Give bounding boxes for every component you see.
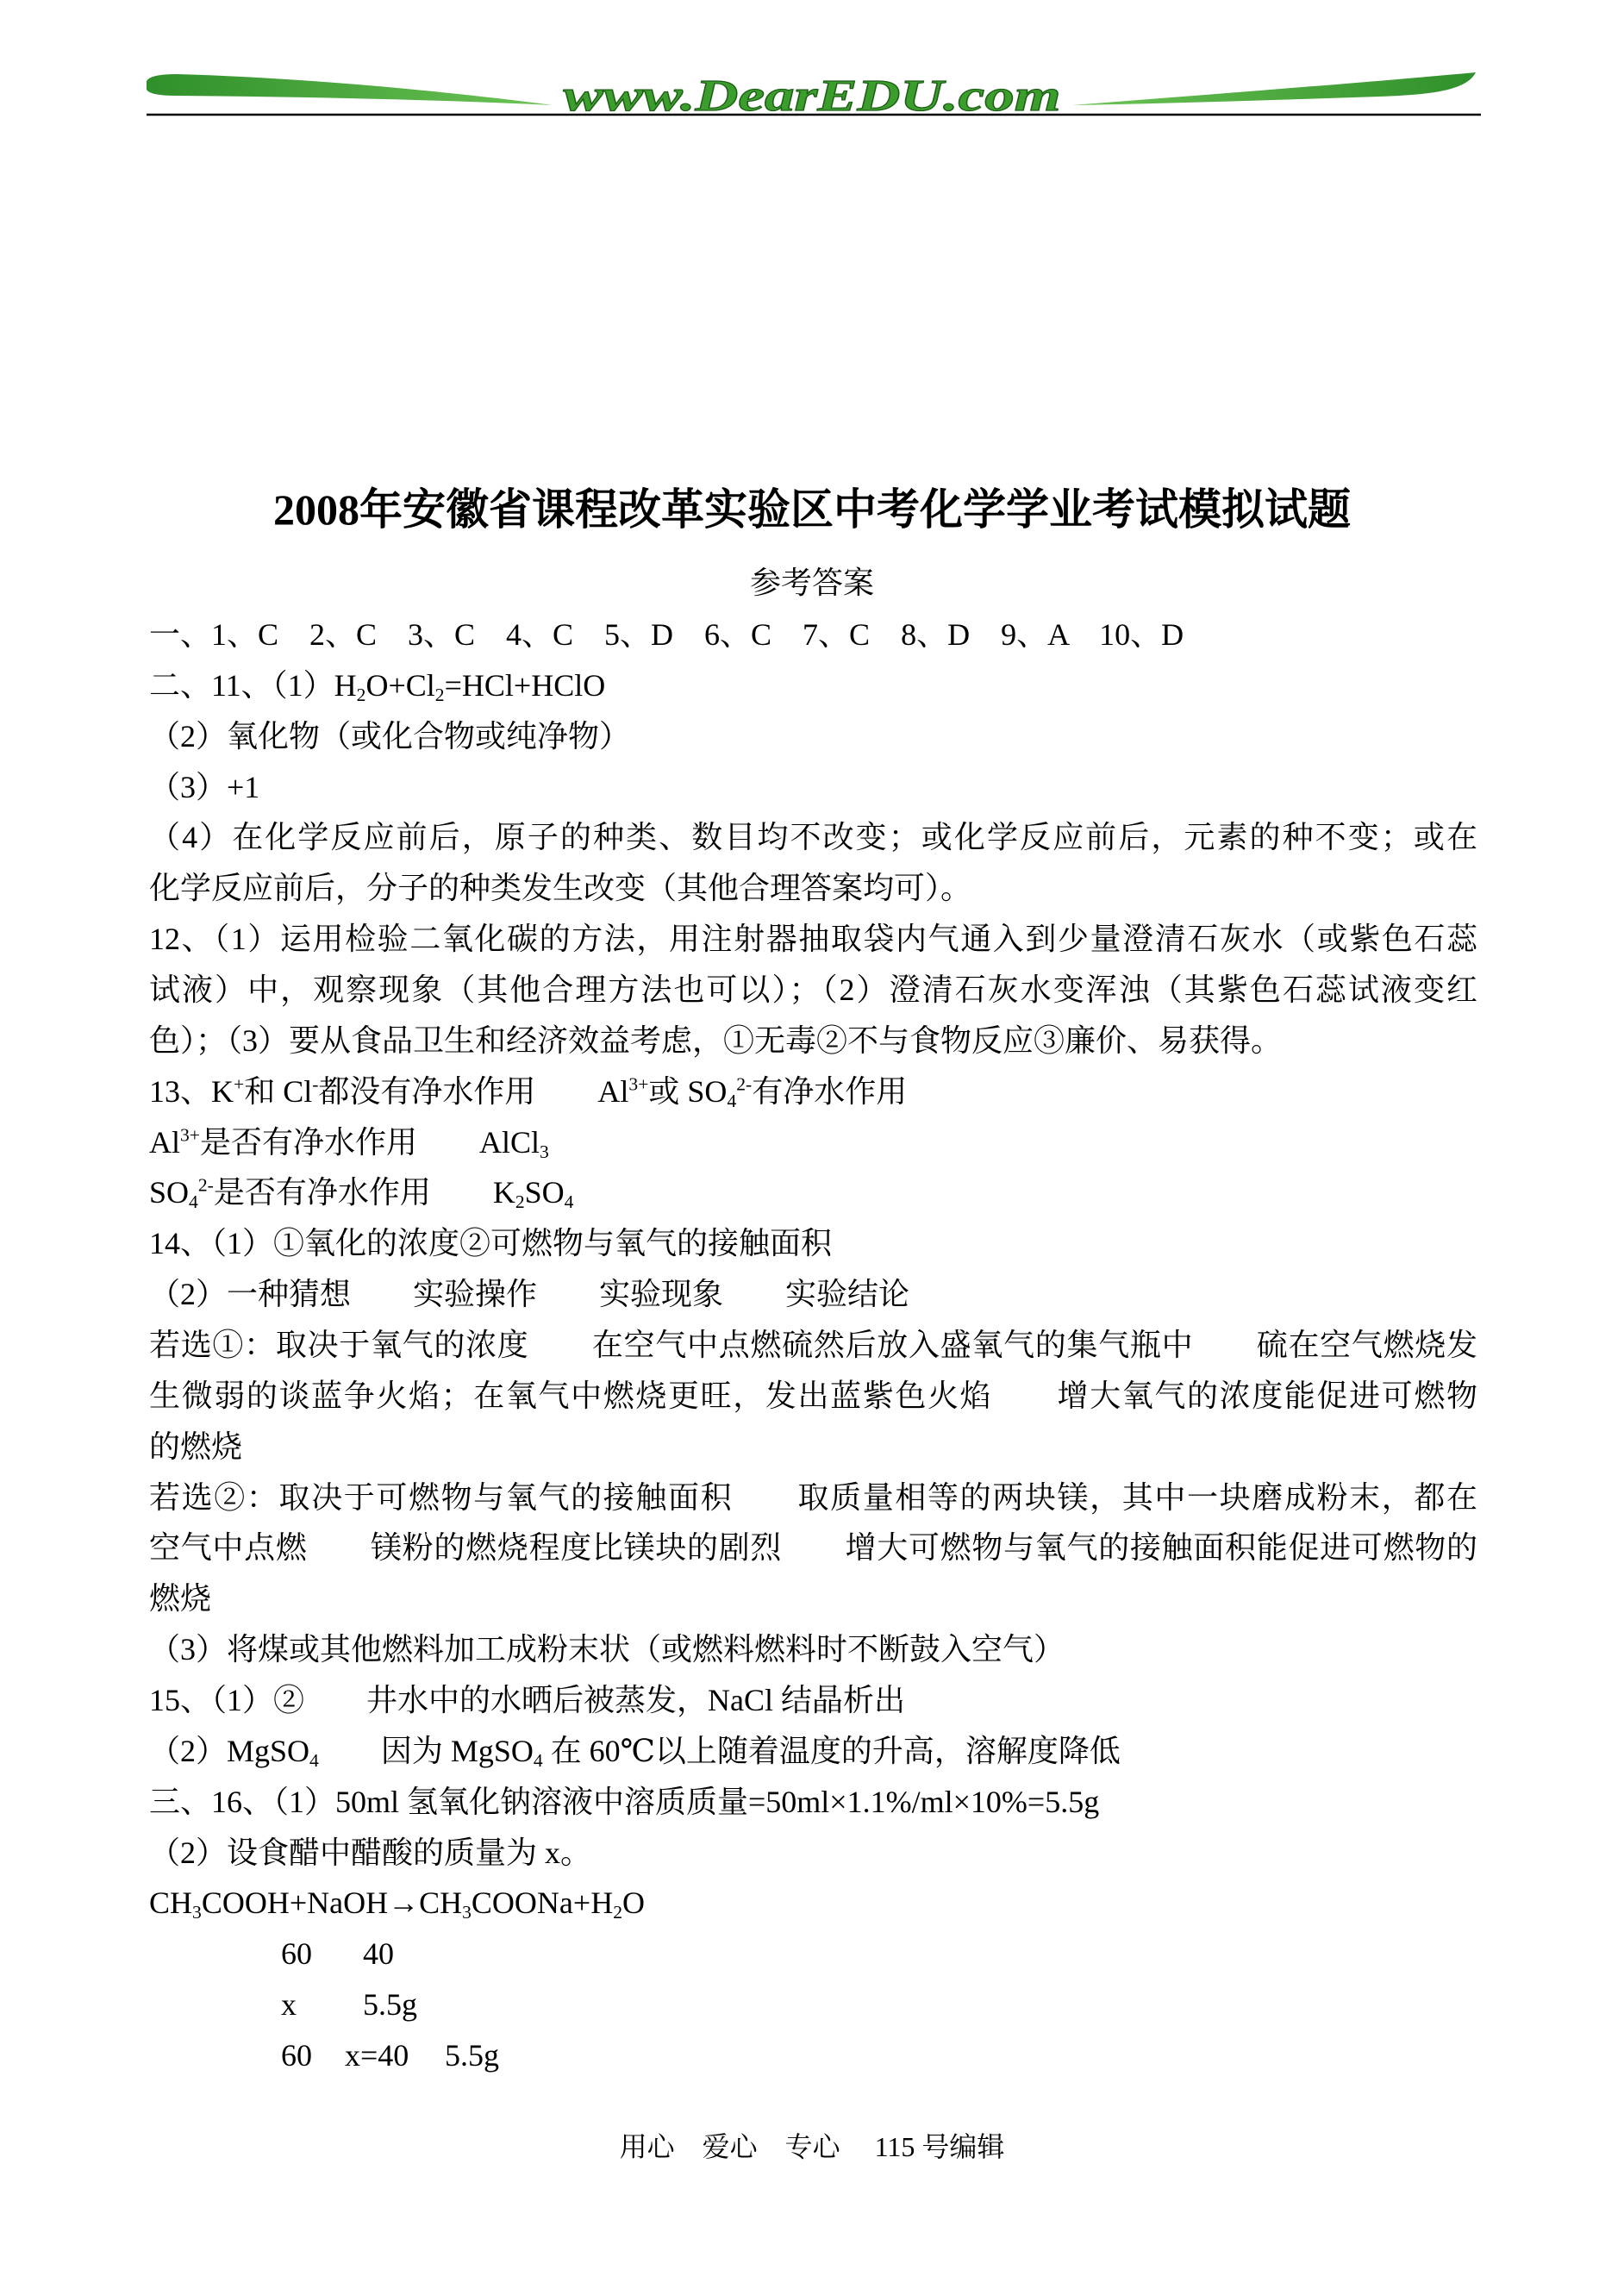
calculation-block <box>149 1929 1477 2081</box>
text-run: （2）MgSO <box>149 1733 310 1768</box>
text-run: O+Cl <box>365 667 435 703</box>
text-line <box>149 762 1477 813</box>
text-line <box>149 1573 1477 1624</box>
text-line <box>149 1726 1477 1777</box>
text-line <box>149 711 1477 762</box>
subscript: 3 <box>462 1902 472 1923</box>
swoosh-left <box>147 74 553 105</box>
calc-cell: x=40 <box>345 2038 409 2073</box>
answer-text <box>149 610 1477 1929</box>
text-run: COOH+NaOH→CH <box>201 1885 463 1921</box>
calc-row <box>149 1979 1477 2030</box>
text-run: （2）设食醋中醋酸的质量为 x。 <box>149 1835 592 1870</box>
text-line <box>149 1117 1477 1168</box>
text-run: 有净水作用 <box>752 1073 908 1109</box>
subscript: 4 <box>564 1191 574 1213</box>
subscript: 4 <box>727 1090 737 1111</box>
text-run: 空气中点燃 镁粉的燃烧程度比镁块的剧烈 增大可燃物与氧气的接触面积能促进可燃物的 <box>149 1530 1477 1566</box>
text-line <box>149 1624 1477 1675</box>
text-line <box>149 1473 1477 1523</box>
text-run: 13、K <box>149 1073 234 1109</box>
subscript: 4 <box>309 1749 319 1771</box>
text-line <box>149 1422 1477 1473</box>
text-line <box>149 1675 1477 1726</box>
text-run: Al <box>149 1124 180 1160</box>
text-run: 若选①：取决于氧气的浓度 在空气中点燃硫然后放入盛氧气的集气瓶中 硫在空气燃烧发 <box>149 1328 1477 1363</box>
text-line <box>149 1878 1477 1929</box>
superscript: 2- <box>736 1073 753 1095</box>
subscript: 2 <box>434 684 445 705</box>
document-title: 2008年安徽省课程改革实验区中考化学学业考试模拟试题 <box>273 485 1351 534</box>
text-line <box>149 1777 1477 1828</box>
text-run: 试液）中，观察现象（其他合理方法也可以）；（2）澄清石灰水变浑浊（其紫色石蕊试液变红 <box>149 972 1477 1008</box>
text-line <box>149 1523 1477 1573</box>
text-run: 燃烧 <box>149 1581 212 1617</box>
text-line <box>149 1371 1477 1422</box>
text-run: （3）+1 <box>149 769 260 804</box>
text-run: =HCl+HClO <box>444 667 606 703</box>
superscript: 3+ <box>628 1073 649 1095</box>
page-footer: 用心 爱心 专心 115 号编辑 <box>619 2131 1005 2162</box>
calc-row <box>149 1929 1477 1979</box>
subscript: 4 <box>189 1191 198 1213</box>
answer-body <box>149 610 1477 2081</box>
text-run: 在 60℃以上随着温度的升高，溶解度降低 <box>542 1733 1121 1768</box>
superscript: - <box>312 1073 319 1095</box>
text-run: 是否有净水作用 AlCl <box>199 1124 540 1160</box>
site-header <box>0 0 1624 138</box>
text-run: 三、16、（1）50ml 氢氧化钠溶液中溶质质量=50ml×1.1%/ml×10%=5.5g <box>149 1784 1100 1819</box>
text-line <box>149 1269 1477 1320</box>
subscript: 2 <box>356 684 366 705</box>
answer-key-heading: 参考答案 <box>749 566 874 600</box>
superscript: + <box>234 1073 245 1095</box>
text-line <box>149 1828 1477 1879</box>
text-line <box>149 914 1477 965</box>
text-line <box>149 1320 1477 1371</box>
text-run: （4）在化学反应前后，原子的种类、数目均不改变；或化学反应前后，元素的种不变；或在 <box>149 820 1477 855</box>
calc-cell: x <box>281 1987 297 2023</box>
text-run: 14、（1）①氧化的浓度②可燃物与氧气的接触面积 <box>149 1226 833 1261</box>
text-run: 二、11、（1）H <box>149 667 357 703</box>
text-run: 因为 MgSO <box>318 1733 534 1768</box>
text-line <box>149 1066 1477 1117</box>
text-run: 若选②：取决于可燃物与氧气的接触面积 取质量相等的两块镁，其中一块磨成粉末，都在 <box>149 1479 1477 1515</box>
text-run: 生微弱的谈蓝争火焰；在氧气中燃烧更旺，发出蓝紫色火焰 增大氧气的浓度能促进可燃物 <box>149 1378 1477 1413</box>
text-line <box>149 1218 1477 1269</box>
swoosh-right <box>1072 72 1476 105</box>
subscript: 3 <box>540 1141 549 1162</box>
text-run: SO <box>524 1175 565 1210</box>
text-run: 一、1、C 2、C 3、C 4、C 5、D 6、C 7、C 8、D 9、A 10、D <box>149 617 1184 652</box>
text-line <box>149 812 1477 863</box>
text-run: 色）；（3）要从食品卫生和经济效益考虑，①无毒②不与食物反应③廉价、易获得。 <box>149 1022 1283 1058</box>
calc-cell: 5.5g <box>445 2038 499 2073</box>
text-line <box>149 1167 1477 1218</box>
text-line <box>149 660 1477 711</box>
text-run: O <box>622 1885 645 1921</box>
subscript: 4 <box>533 1749 543 1771</box>
site-logo-text: www.DearEDU.com <box>563 72 1061 121</box>
text-line <box>149 1016 1477 1066</box>
text-run: 12、（1）运用检验二氧化碳的方法，用注射器抽取袋内气通入到少量澄清石灰水（或紫色石蕊 <box>149 922 1477 957</box>
text-run: 都没有净水作用 Al <box>318 1073 629 1109</box>
text-run: 和 Cl <box>244 1073 313 1109</box>
subscript: 2 <box>515 1191 525 1213</box>
subscript: 3 <box>192 1902 202 1923</box>
text-line <box>149 610 1477 660</box>
calc-cell: 5.5g <box>363 1987 417 2023</box>
superscript: 3+ <box>180 1124 200 1146</box>
calc-cell: 60 <box>281 2038 312 2073</box>
text-run: 化学反应前后，分子的种类发生改变（其他合理答案均可）。 <box>149 871 972 906</box>
text-line <box>149 863 1477 914</box>
text-run: 的燃烧 <box>149 1429 243 1464</box>
subscript: 2 <box>613 1902 622 1923</box>
text-run: COONa+H <box>471 1885 614 1921</box>
text-run: 是否有净水作用 K <box>213 1175 515 1210</box>
text-run: 15、（1）② 井水中的水晒后被蒸发，NaCl 结晶析出 <box>149 1683 905 1718</box>
calc-cell: 40 <box>363 1936 394 1972</box>
text-run: （2）一种猜想 实验操作 实验现象 实验结论 <box>149 1277 910 1312</box>
calc-cell: 60 <box>281 1936 312 1972</box>
text-run: SO <box>149 1175 190 1210</box>
superscript: 2- <box>197 1175 214 1197</box>
text-run: （3）将煤或其他燃料加工成粉末状（或燃料燃料时不断鼓入空气） <box>149 1632 1065 1667</box>
text-run: 或 SO <box>648 1073 728 1109</box>
text-line <box>149 965 1477 1016</box>
text-run: （2）氧化物（或化合物或纯净物） <box>149 718 631 754</box>
calc-row <box>149 2030 1477 2081</box>
text-run: CH <box>149 1885 193 1921</box>
